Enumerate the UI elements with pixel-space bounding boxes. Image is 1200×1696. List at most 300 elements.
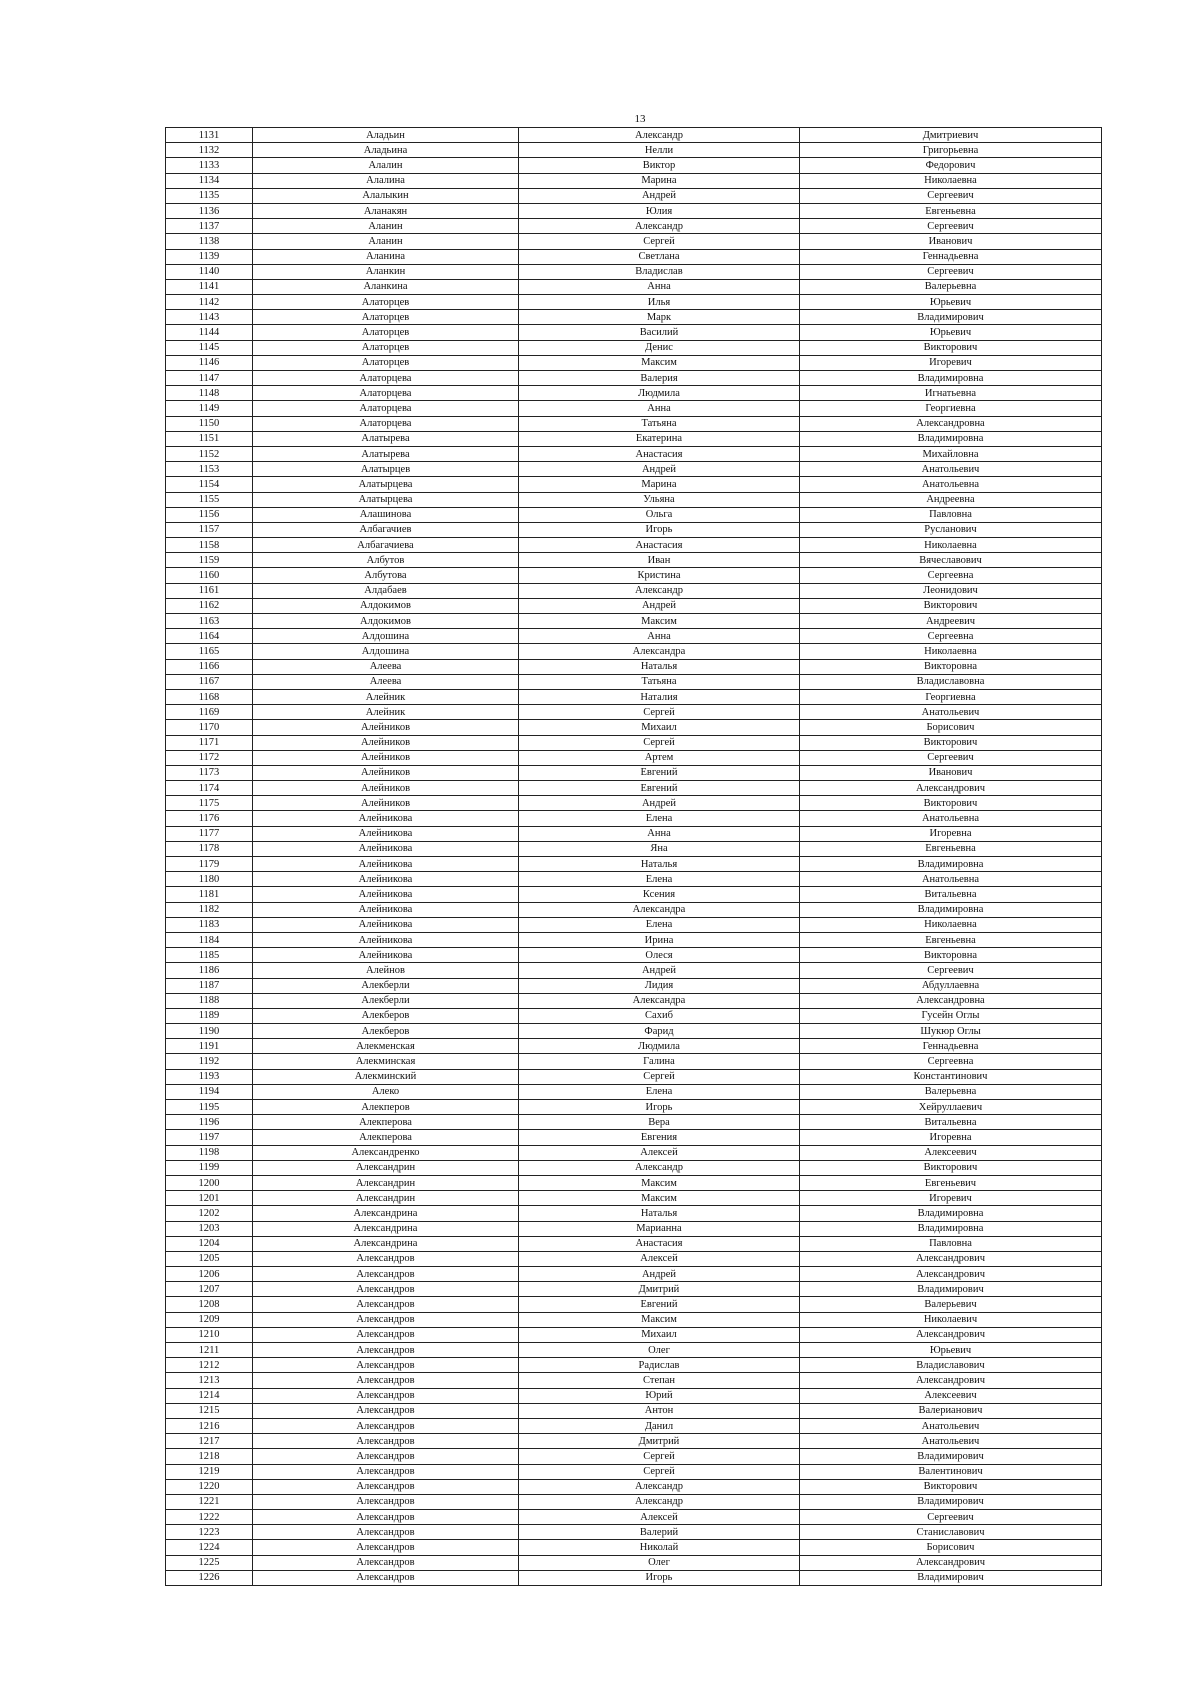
patronymic-cell: Владимировна (800, 1206, 1102, 1221)
table-row (166, 1251, 1102, 1266)
table-row (166, 1297, 1102, 1312)
patronymic-cell: Иванович (800, 765, 1102, 780)
first-name-cell: Анастасия (519, 446, 800, 461)
row-number-cell: 1223 (166, 1525, 253, 1540)
table-row (166, 371, 1102, 386)
row-number-cell: 1200 (166, 1175, 253, 1190)
last-name-cell: Алейникова (253, 917, 519, 932)
row-number-cell: 1186 (166, 963, 253, 978)
table-row (166, 158, 1102, 173)
last-name-cell: Алатырцева (253, 477, 519, 492)
row-number-cell: 1161 (166, 583, 253, 598)
patronymic-cell: Александрович (800, 1251, 1102, 1266)
patronymic-cell: Владимировна (800, 1221, 1102, 1236)
first-name-cell: Людмила (519, 386, 800, 401)
last-name-cell: Алейникова (253, 948, 519, 963)
table-row (166, 720, 1102, 735)
patronymic-cell: Александрович (800, 1555, 1102, 1570)
table-row (166, 781, 1102, 796)
last-name-cell: Алаторцева (253, 371, 519, 386)
first-name-cell: Евгений (519, 781, 800, 796)
first-name-cell: Михаил (519, 1327, 800, 1342)
row-number-cell: 1188 (166, 993, 253, 1008)
patronymic-cell: Александрович (800, 1373, 1102, 1388)
last-name-cell: Алейникова (253, 872, 519, 887)
patronymic-cell: Юрьевич (800, 325, 1102, 340)
table-row (166, 1130, 1102, 1145)
table-row (166, 1084, 1102, 1099)
row-number-cell: 1182 (166, 902, 253, 917)
row-number-cell: 1177 (166, 826, 253, 841)
first-name-cell: Наталья (519, 857, 800, 872)
last-name-cell: Аланкин (253, 264, 519, 279)
first-name-cell: Андрей (519, 598, 800, 613)
first-name-cell: Александр (519, 1494, 800, 1509)
table-row (166, 553, 1102, 568)
row-number-cell: 1132 (166, 143, 253, 158)
table-row (166, 1115, 1102, 1130)
last-name-cell: Аладьина (253, 143, 519, 158)
first-name-cell: Галина (519, 1054, 800, 1069)
patronymic-cell: Владимировна (800, 857, 1102, 872)
patronymic-cell: Игоревич (800, 355, 1102, 370)
patronymic-cell: Игоревна (800, 1130, 1102, 1145)
table-row (166, 203, 1102, 218)
patronymic-cell: Константинович (800, 1069, 1102, 1084)
row-number-cell: 1214 (166, 1388, 253, 1403)
row-number-cell: 1135 (166, 188, 253, 203)
last-name-cell: Алейников (253, 735, 519, 750)
last-name-cell: Алалина (253, 173, 519, 188)
patronymic-cell: Юрьевич (800, 1343, 1102, 1358)
last-name-cell: Алекперова (253, 1115, 519, 1130)
last-name-cell: Александров (253, 1282, 519, 1297)
last-name-cell: Александров (253, 1525, 519, 1540)
first-name-cell: Людмила (519, 1039, 800, 1054)
row-number-cell: 1156 (166, 507, 253, 522)
table-row (166, 644, 1102, 659)
first-name-cell: Екатерина (519, 431, 800, 446)
first-name-cell: Анна (519, 629, 800, 644)
first-name-cell: Евгения (519, 1130, 800, 1145)
last-name-cell: Алекминский (253, 1069, 519, 1084)
last-name-cell: Александрина (253, 1221, 519, 1236)
last-name-cell: Алдошина (253, 629, 519, 644)
table-row (166, 1510, 1102, 1525)
table-row (166, 279, 1102, 294)
table-row (166, 1494, 1102, 1509)
row-number-cell: 1154 (166, 477, 253, 492)
table-row (166, 143, 1102, 158)
table-row (166, 446, 1102, 461)
patronymic-cell: Шукюр Оглы (800, 1024, 1102, 1039)
first-name-cell: Виктор (519, 158, 800, 173)
patronymic-cell: Анатольевич (800, 1434, 1102, 1449)
patronymic-cell: Викторович (800, 598, 1102, 613)
row-number-cell: 1212 (166, 1358, 253, 1373)
patronymic-cell: Евгеньевна (800, 932, 1102, 947)
last-name-cell: Александров (253, 1434, 519, 1449)
row-number-cell: 1164 (166, 629, 253, 644)
patronymic-cell: Сергеевич (800, 264, 1102, 279)
row-number-cell: 1218 (166, 1449, 253, 1464)
first-name-cell: Сергей (519, 1449, 800, 1464)
patronymic-cell: Григорьевна (800, 143, 1102, 158)
row-number-cell: 1198 (166, 1145, 253, 1160)
table-row (166, 902, 1102, 917)
patronymic-cell: Николаевич (800, 1312, 1102, 1327)
patronymic-cell: Николаевна (800, 173, 1102, 188)
last-name-cell: Алалин (253, 158, 519, 173)
row-number-cell: 1157 (166, 522, 253, 537)
row-number-cell: 1131 (166, 128, 253, 143)
row-number-cell: 1136 (166, 203, 253, 218)
row-number-cell: 1211 (166, 1343, 253, 1358)
first-name-cell: Михаил (519, 720, 800, 735)
table-row (166, 264, 1102, 279)
last-name-cell: Алейникова (253, 811, 519, 826)
patronymic-cell: Владимирович (800, 1282, 1102, 1297)
patronymic-cell: Сергеевна (800, 1054, 1102, 1069)
row-number-cell: 1183 (166, 917, 253, 932)
patronymic-cell: Александровна (800, 993, 1102, 1008)
table-row (166, 1525, 1102, 1540)
row-number-cell: 1165 (166, 644, 253, 659)
last-name-cell: Алалыкин (253, 188, 519, 203)
last-name-cell: Алейник (253, 689, 519, 704)
row-number-cell: 1148 (166, 386, 253, 401)
patronymic-cell: Русланович (800, 522, 1102, 537)
first-name-cell: Марина (519, 477, 800, 492)
first-name-cell: Денис (519, 340, 800, 355)
first-name-cell: Данил (519, 1418, 800, 1433)
first-name-cell: Иван (519, 553, 800, 568)
first-name-cell: Сергей (519, 1069, 800, 1084)
row-number-cell: 1191 (166, 1039, 253, 1054)
table-row (166, 1449, 1102, 1464)
first-name-cell: Илья (519, 295, 800, 310)
row-number-cell: 1143 (166, 310, 253, 325)
first-name-cell: Анастасия (519, 1236, 800, 1251)
last-name-cell: Алаторцев (253, 325, 519, 340)
last-name-cell: Албагачиева (253, 538, 519, 553)
row-number-cell: 1215 (166, 1403, 253, 1418)
row-number-cell: 1152 (166, 446, 253, 461)
table-row (166, 1312, 1102, 1327)
row-number-cell: 1145 (166, 340, 253, 355)
table-row (166, 1282, 1102, 1297)
patronymic-cell: Анатольевич (800, 462, 1102, 477)
table-row (166, 1024, 1102, 1039)
row-number-cell: 1173 (166, 765, 253, 780)
last-name-cell: Алекберли (253, 978, 519, 993)
row-number-cell: 1220 (166, 1479, 253, 1494)
table-row (166, 1160, 1102, 1175)
first-name-cell: Олеся (519, 948, 800, 963)
last-name-cell: Алаторцев (253, 295, 519, 310)
table-row (166, 705, 1102, 720)
first-name-cell: Игорь (519, 1100, 800, 1115)
last-name-cell: Александров (253, 1403, 519, 1418)
table-row (166, 1039, 1102, 1054)
table-row (166, 340, 1102, 355)
last-name-cell: Аладьин (253, 128, 519, 143)
row-number-cell: 1171 (166, 735, 253, 750)
patronymic-cell: Геннадьевна (800, 249, 1102, 264)
patronymic-cell: Валерианович (800, 1403, 1102, 1418)
last-name-cell: Аланакян (253, 203, 519, 218)
row-number-cell: 1169 (166, 705, 253, 720)
patronymic-cell: Борисович (800, 720, 1102, 735)
last-name-cell: Аланина (253, 249, 519, 264)
patronymic-cell: Игнатьевна (800, 386, 1102, 401)
first-name-cell: Александр (519, 219, 800, 234)
table-row (166, 249, 1102, 264)
row-number-cell: 1221 (166, 1494, 253, 1509)
last-name-cell: Александрин (253, 1160, 519, 1175)
row-number-cell: 1147 (166, 371, 253, 386)
first-name-cell: Максим (519, 355, 800, 370)
first-name-cell: Валерия (519, 371, 800, 386)
patronymic-cell: Викторович (800, 796, 1102, 811)
first-name-cell: Евгений (519, 1297, 800, 1312)
first-name-cell: Александр (519, 1479, 800, 1494)
last-name-cell: Александров (253, 1555, 519, 1570)
patronymic-cell: Владимировна (800, 431, 1102, 446)
last-name-cell: Александров (253, 1358, 519, 1373)
patronymic-cell: Сергеевич (800, 963, 1102, 978)
first-name-cell: Андрей (519, 188, 800, 203)
table-row (166, 1008, 1102, 1023)
row-number-cell: 1162 (166, 598, 253, 613)
row-number-cell: 1226 (166, 1570, 253, 1585)
table-row (166, 462, 1102, 477)
first-name-cell: Ольга (519, 507, 800, 522)
last-name-cell: Алекперов (253, 1100, 519, 1115)
first-name-cell: Александра (519, 993, 800, 1008)
row-number-cell: 1168 (166, 689, 253, 704)
patronymic-cell: Викторовна (800, 948, 1102, 963)
first-name-cell: Сахиб (519, 1008, 800, 1023)
first-name-cell: Елена (519, 1084, 800, 1099)
table-row (166, 826, 1102, 841)
last-name-cell: Алдокимов (253, 614, 519, 629)
last-name-cell: Алекперова (253, 1130, 519, 1145)
row-number-cell: 1178 (166, 841, 253, 856)
patronymic-cell: Владиславович (800, 1358, 1102, 1373)
patronymic-cell: Владимировна (800, 371, 1102, 386)
last-name-cell: Алаторцева (253, 386, 519, 401)
row-number-cell: 1208 (166, 1297, 253, 1312)
first-name-cell: Анна (519, 279, 800, 294)
patronymic-cell: Евгеньевна (800, 203, 1102, 218)
table-row (166, 219, 1102, 234)
last-name-cell: Алейник (253, 705, 519, 720)
patronymic-cell: Анатольевна (800, 872, 1102, 887)
first-name-cell: Марк (519, 310, 800, 325)
patronymic-cell: Евгеньевич (800, 1175, 1102, 1190)
row-number-cell: 1216 (166, 1418, 253, 1433)
last-name-cell: Александрин (253, 1191, 519, 1206)
row-number-cell: 1203 (166, 1221, 253, 1236)
table-row (166, 1343, 1102, 1358)
first-name-cell: Алексей (519, 1145, 800, 1160)
table-row (166, 598, 1102, 613)
row-number-cell: 1146 (166, 355, 253, 370)
last-name-cell: Алейникова (253, 902, 519, 917)
table-row (166, 1145, 1102, 1160)
row-number-cell: 1184 (166, 932, 253, 947)
row-number-cell: 1137 (166, 219, 253, 234)
row-number-cell: 1176 (166, 811, 253, 826)
first-name-cell: Вера (519, 1115, 800, 1130)
first-name-cell: Наталия (519, 689, 800, 704)
patronymic-cell: Александрович (800, 1267, 1102, 1282)
row-number-cell: 1194 (166, 1084, 253, 1099)
row-number-cell: 1175 (166, 796, 253, 811)
table-row (166, 386, 1102, 401)
patronymic-cell: Леонидович (800, 583, 1102, 598)
first-name-cell: Алексей (519, 1251, 800, 1266)
last-name-cell: Алатырева (253, 446, 519, 461)
table-row (166, 188, 1102, 203)
patronymic-cell: Владиславовна (800, 674, 1102, 689)
first-name-cell: Сергей (519, 234, 800, 249)
patronymic-cell: Викторович (800, 340, 1102, 355)
first-name-cell: Максим (519, 1191, 800, 1206)
first-name-cell: Олег (519, 1555, 800, 1570)
table-row (166, 1175, 1102, 1190)
patronymic-cell: Викторович (800, 1479, 1102, 1494)
patronymic-cell: Станиславович (800, 1525, 1102, 1540)
last-name-cell: Алейников (253, 750, 519, 765)
first-name-cell: Кристина (519, 568, 800, 583)
table-row (166, 1069, 1102, 1084)
first-name-cell: Валерий (519, 1525, 800, 1540)
table-row (166, 401, 1102, 416)
patronymic-cell: Сергеевич (800, 219, 1102, 234)
table-row (166, 1464, 1102, 1479)
patronymic-cell: Анатольевич (800, 1418, 1102, 1433)
patronymic-cell: Андреевна (800, 492, 1102, 507)
first-name-cell: Игорь (519, 1570, 800, 1585)
table-row (166, 431, 1102, 446)
last-name-cell: Александрина (253, 1206, 519, 1221)
table-row (166, 568, 1102, 583)
patronymic-cell: Георгиевна (800, 689, 1102, 704)
last-name-cell: Алеева (253, 674, 519, 689)
patronymic-cell: Витальевна (800, 887, 1102, 902)
last-name-cell: Алдокимов (253, 598, 519, 613)
patronymic-cell: Владимирович (800, 1570, 1102, 1585)
table-row (166, 1221, 1102, 1236)
last-name-cell: Александров (253, 1418, 519, 1433)
last-name-cell: Алейников (253, 720, 519, 735)
last-name-cell: Александров (253, 1510, 519, 1525)
table-row (166, 1479, 1102, 1494)
first-name-cell: Ирина (519, 932, 800, 947)
patronymic-cell: Валерьевна (800, 1084, 1102, 1099)
table-row (166, 477, 1102, 492)
table-row (166, 234, 1102, 249)
table-row (166, 310, 1102, 325)
row-number-cell: 1150 (166, 416, 253, 431)
first-name-cell: Евгений (519, 765, 800, 780)
first-name-cell: Дмитрий (519, 1282, 800, 1297)
last-name-cell: Алдошина (253, 644, 519, 659)
patronymic-cell: Анатольевич (800, 705, 1102, 720)
table-row (166, 583, 1102, 598)
table-row (166, 325, 1102, 340)
table-row (166, 765, 1102, 780)
last-name-cell: Алекберов (253, 1024, 519, 1039)
row-number-cell: 1192 (166, 1054, 253, 1069)
patronymic-cell: Борисович (800, 1540, 1102, 1555)
table-row (166, 173, 1102, 188)
patronymic-cell: Хейруллаевич (800, 1100, 1102, 1115)
last-name-cell: Александров (253, 1251, 519, 1266)
patronymic-cell: Сергеевич (800, 750, 1102, 765)
table-row (166, 735, 1102, 750)
row-number-cell: 1166 (166, 659, 253, 674)
first-name-cell: Владислав (519, 264, 800, 279)
table-row (166, 963, 1102, 978)
first-name-cell: Анастасия (519, 538, 800, 553)
table-row (166, 1191, 1102, 1206)
first-name-cell: Николай (519, 1540, 800, 1555)
table-row (166, 614, 1102, 629)
first-name-cell: Анна (519, 401, 800, 416)
patronymic-cell: Валерьевна (800, 279, 1102, 294)
row-number-cell: 1140 (166, 264, 253, 279)
table-row (166, 1388, 1102, 1403)
table-row (166, 1434, 1102, 1449)
table-row (166, 128, 1102, 143)
row-number-cell: 1187 (166, 978, 253, 993)
patronymic-cell: Алексеевич (800, 1388, 1102, 1403)
table-row (166, 1100, 1102, 1115)
patronymic-cell: Николаевна (800, 917, 1102, 932)
row-number-cell: 1201 (166, 1191, 253, 1206)
row-number-cell: 1205 (166, 1251, 253, 1266)
row-number-cell: 1185 (166, 948, 253, 963)
row-number-cell: 1225 (166, 1555, 253, 1570)
last-name-cell: Алейникова (253, 857, 519, 872)
patronymic-cell: Игоревна (800, 826, 1102, 841)
row-number-cell: 1163 (166, 614, 253, 629)
row-number-cell: 1144 (166, 325, 253, 340)
last-name-cell: Алейников (253, 765, 519, 780)
table-row (166, 872, 1102, 887)
row-number-cell: 1224 (166, 1540, 253, 1555)
row-number-cell: 1153 (166, 462, 253, 477)
patronymic-cell: Викторович (800, 1160, 1102, 1175)
patronymic-cell: Валентинович (800, 1464, 1102, 1479)
first-name-cell: Игорь (519, 522, 800, 537)
row-number-cell: 1199 (166, 1160, 253, 1175)
first-name-cell: Александра (519, 644, 800, 659)
last-name-cell: Алатырцева (253, 492, 519, 507)
row-number-cell: 1207 (166, 1282, 253, 1297)
last-name-cell: Алдабаев (253, 583, 519, 598)
patronymic-cell: Алексеевич (800, 1145, 1102, 1160)
first-name-cell: Андрей (519, 1267, 800, 1282)
patronymic-cell: Дмитриевич (800, 128, 1102, 143)
first-name-cell: Антон (519, 1403, 800, 1418)
first-name-cell: Яна (519, 841, 800, 856)
first-name-cell: Лидия (519, 978, 800, 993)
patronymic-cell: Евгеньевна (800, 841, 1102, 856)
